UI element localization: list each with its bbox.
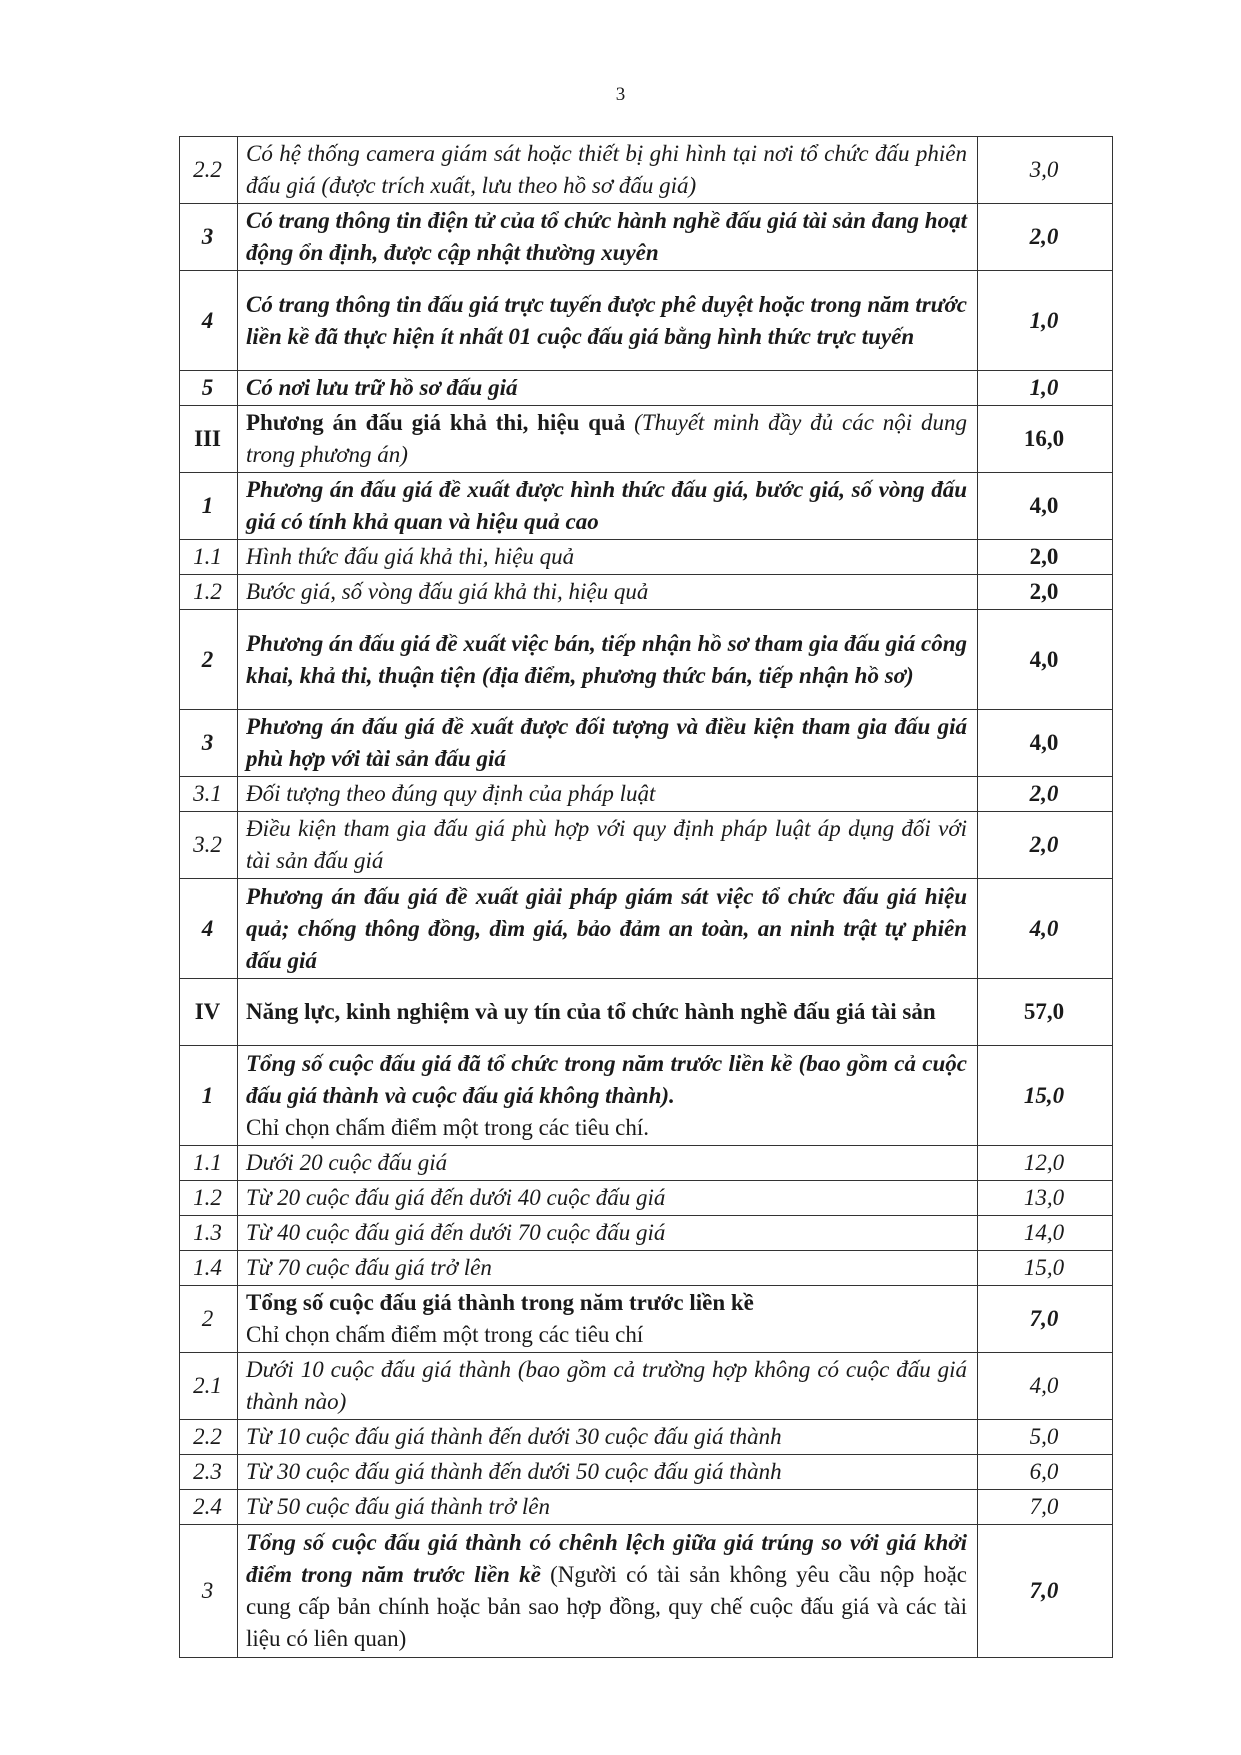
- row-score: 4,0: [978, 610, 1113, 710]
- table-row: [180, 710, 1113, 777]
- row-number: 1.2: [180, 1181, 238, 1216]
- row-number: 1.1: [180, 1146, 238, 1181]
- row-description: Có hệ thống camera giám sát hoặc thiết bị ghi hình tại nơi tổ chức đấu phiên đấu giá (được trích xuất, lưu theo hồ sơ đấu giá): [238, 137, 978, 204]
- row-score: 7,0: [978, 1286, 1113, 1353]
- table-row: [180, 473, 1113, 540]
- table-row: [180, 1181, 1113, 1216]
- table-row: [180, 979, 1113, 1046]
- row-score: 2,0: [978, 777, 1113, 812]
- table-row: [180, 204, 1113, 271]
- row-description: Từ 30 cuộc đấu giá thành đến dưới 50 cuộc đấu giá thành: [238, 1455, 978, 1490]
- table-row: [180, 1216, 1113, 1251]
- row-number: 2: [180, 1286, 238, 1353]
- row-description: Từ 40 cuộc đấu giá đến dưới 70 cuộc đấu giá: [238, 1216, 978, 1251]
- row-number: 3: [180, 710, 238, 777]
- row-description: Có trang thông tin đấu giá trực tuyến được phê duyệt hoặc trong năm trước liền kề đã thực hiện ít nhất 01 cuộc đấu giá bằng hình thức trực tuyến: [238, 271, 978, 371]
- row-number: 4: [180, 271, 238, 371]
- table-row: [180, 1420, 1113, 1455]
- row-description: Có nơi lưu trữ hồ sơ đấu giá: [238, 371, 978, 406]
- table-row: [180, 137, 1113, 204]
- row-score: 2,0: [978, 540, 1113, 575]
- row-description-note: Chỉ chọn chấm điểm một trong các tiêu chí.: [246, 1114, 650, 1140]
- row-number: 5: [180, 371, 238, 406]
- table-row: [180, 1525, 1113, 1658]
- row-description: Phương án đấu giá đề xuất được hình thức đấu giá, bước giá, số vòng đấu giá có tính khả quan và hiệu quả cao: [238, 473, 978, 540]
- row-number: 2.4: [180, 1490, 238, 1525]
- row-score: 6,0: [978, 1455, 1113, 1490]
- row-description-main: Tổng số cuộc đấu giá đã tổ chức trong năm trước liền kề (bao gồm cả cuộc đấu giá thành và cuộc đấu giá không thành).: [246, 1050, 967, 1108]
- row-score: 5,0: [978, 1420, 1113, 1455]
- row-number: 2: [180, 610, 238, 710]
- row-description-note: (Thuyết minh đầy đủ các nội dung trong phương án): [246, 410, 968, 467]
- table-row: [180, 1455, 1113, 1490]
- row-score: 1,0: [978, 371, 1113, 406]
- row-score: 15,0: [978, 1046, 1113, 1146]
- row-number: 1.4: [180, 1251, 238, 1286]
- row-number: 1.1: [180, 540, 238, 575]
- row-description: [238, 1525, 978, 1658]
- row-score: 16,0: [978, 406, 1113, 473]
- row-description: Năng lực, kinh nghiệm và uy tín của tổ chức hành nghề đấu giá tài sản: [238, 979, 978, 1046]
- row-description-main: Phương án đấu giá khả thi, hiệu quả: [246, 410, 626, 435]
- row-number: 1: [180, 473, 238, 540]
- row-description: Từ 10 cuộc đấu giá thành đến dưới 30 cuộc đấu giá thành: [238, 1420, 978, 1455]
- row-score: 7,0: [978, 1490, 1113, 1525]
- row-number: 1.3: [180, 1216, 238, 1251]
- row-score: 4,0: [978, 1353, 1113, 1420]
- row-description: Từ 50 cuộc đấu giá thành trở lên: [238, 1490, 978, 1525]
- table-row: [180, 879, 1113, 979]
- table-row: [180, 371, 1113, 406]
- row-number: 3.1: [180, 777, 238, 812]
- row-number: 2.2: [180, 1420, 238, 1455]
- row-number: 1.2: [180, 575, 238, 610]
- table-row: [180, 1490, 1113, 1525]
- row-number: III: [180, 406, 238, 473]
- row-score: 1,0: [978, 271, 1113, 371]
- table-row: [180, 777, 1113, 812]
- row-score: 14,0: [978, 1216, 1113, 1251]
- row-score: 4,0: [978, 473, 1113, 540]
- table-row: [180, 575, 1113, 610]
- row-description-note: (Người có tài sản không yêu cầu nộp hoặc cung cấp bản chính hoặc bản sao hợp đồng, quy chế cuộc đấu giá và các tài liệu có liên quan): [246, 1562, 968, 1651]
- table-row: [180, 406, 1113, 473]
- table-row: [180, 1251, 1113, 1286]
- row-score: 15,0: [978, 1251, 1113, 1286]
- table-row: [180, 610, 1113, 710]
- row-score: 2,0: [978, 575, 1113, 610]
- row-description: Đối tượng theo đúng quy định của pháp luật: [238, 777, 978, 812]
- row-description-note: Chỉ chọn chấm điểm một trong các tiêu chí: [246, 1322, 644, 1347]
- row-description: [238, 1286, 978, 1353]
- row-score: 2,0: [978, 812, 1113, 879]
- row-number: 4: [180, 879, 238, 979]
- row-number: 1: [180, 1046, 238, 1146]
- row-score: 4,0: [978, 710, 1113, 777]
- row-description: [238, 1046, 978, 1146]
- table-row: [180, 540, 1113, 575]
- row-number: IV: [180, 979, 238, 1046]
- table-row: [180, 1286, 1113, 1353]
- row-number: 3: [180, 204, 238, 271]
- row-score: 13,0: [978, 1181, 1113, 1216]
- row-description: Phương án đấu giá đề xuất được đối tượng và điều kiện tham gia đấu giá phù hợp với tài sản đấu giá: [238, 710, 978, 777]
- row-description: Phương án đấu giá đề xuất việc bán, tiếp nhận hồ sơ tham gia đấu giá công khai, khả thi, thuận tiện (địa điểm, phương thức bán, tiếp nhận hồ sơ): [238, 610, 978, 710]
- row-number: 2.1: [180, 1353, 238, 1420]
- row-description: Bước giá, số vòng đấu giá khả thi, hiệu quả: [238, 575, 978, 610]
- row-description: Phương án đấu giá đề xuất giải pháp giám sát việc tổ chức đấu giá hiệu quả; chống thông đồng, dìm giá, bảo đảm an toàn, an ninh trật tự phiên đấu giá: [238, 879, 978, 979]
- table-row: [180, 1046, 1113, 1146]
- row-score: 3,0: [978, 137, 1113, 204]
- criteria-table: [179, 136, 1113, 1658]
- row-number: 2.2: [180, 137, 238, 204]
- row-score: 12,0: [978, 1146, 1113, 1181]
- table-row: [180, 1353, 1113, 1420]
- row-description: Từ 20 cuộc đấu giá đến dưới 40 cuộc đấu giá: [238, 1181, 978, 1216]
- row-score: 2,0: [978, 204, 1113, 271]
- row-score: 7,0: [978, 1525, 1113, 1658]
- row-description: Điều kiện tham gia đấu giá phù hợp với quy định pháp luật áp dụng đối với tài sản đấu giá: [238, 812, 978, 879]
- row-description: Dưới 20 cuộc đấu giá: [238, 1146, 978, 1181]
- table-row: [180, 271, 1113, 371]
- row-number: 2.3: [180, 1455, 238, 1490]
- row-number: 3.2: [180, 812, 238, 879]
- row-number: 3: [180, 1525, 238, 1658]
- row-description: Hình thức đấu giá khả thi, hiệu quả: [238, 540, 978, 575]
- row-description: [238, 406, 978, 473]
- row-description: Có trang thông tin điện tử của tổ chức hành nghề đấu giá tài sản đang hoạt động ổn định, được cập nhật thường xuyên: [238, 204, 978, 271]
- page-number: 3: [615, 84, 626, 105]
- row-description: Từ 70 cuộc đấu giá trở lên: [238, 1251, 978, 1286]
- table-row: [180, 812, 1113, 879]
- row-description-main: Tổng số cuộc đấu giá thành có chênh lệch giữa giá trúng so với giá khởi điểm trong năm trước liền kề: [246, 1530, 967, 1587]
- row-description-main: Tổng số cuộc đấu giá thành trong năm trước liền kề: [246, 1290, 754, 1315]
- row-description: Dưới 10 cuộc đấu giá thành (bao gồm cả trường hợp không có cuộc đấu giá thành nào): [238, 1353, 978, 1420]
- row-score: 4,0: [978, 879, 1113, 979]
- table-row: [180, 1146, 1113, 1181]
- row-score: 57,0: [978, 979, 1113, 1046]
